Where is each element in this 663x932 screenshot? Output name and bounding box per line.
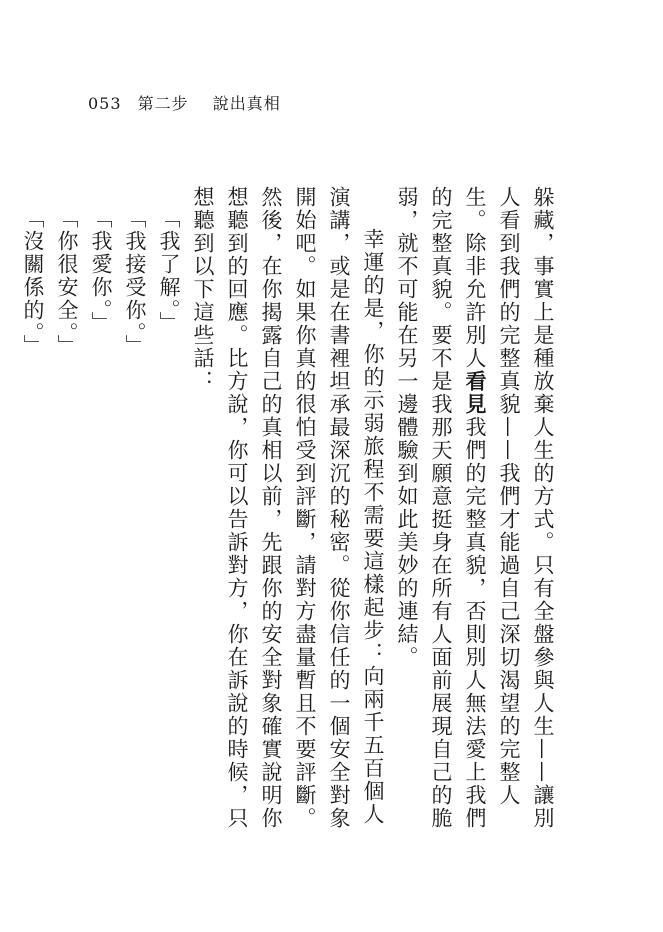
body-text [21,186,560,846]
quote-line: 「我接受你。」 [123,207,147,358]
quote-line: 「沒關係的。」 [21,207,45,358]
quote-line: 「我愛你。」 [89,207,113,335]
paragraph-1-part-a: 躲藏，事實上是種放棄人生的方式。只有全盤參與人生——讓別人看到我們的完整真貌——我們才能過自己深切渴望的完整人生。除非允許別人 [463,186,555,830]
quote-line: 「你很安全。」 [55,207,79,358]
section-title: 說出真相 [212,94,281,113]
chapter-title: 第二步 [137,94,189,113]
paragraph-2: 幸運的是，你的示弱旅程不需要這樣起步：向兩千五百個人演講，或是在書裡坦承最深沉的秘密。從你信任的一個安全對象開始吧。如果你真的很怕受到評斷，請對方盡量暫且不要評斷。然後，在你揭露自己的真相以前，先跟你的安全對象確實說明你想聽到的回應。比方說，你可以告訴對方，你在訴說的時候，只想聽到以下這些話： [191,186,385,830]
paragraph-1 [390,186,560,846]
quote-line: 「我了解。」 [157,207,181,335]
page-number: 053 [88,94,122,113]
emphasis-text: 看見 [463,370,488,416]
running-head [88,91,281,114]
paragraph-1-part-b: 我們的完整真貌，否則別人無法愛上我們的完整真貌。要不是我那天願意挺身在所有人面前展現自己的脆弱，就不可能在另一邊體驗到如此美妙的連結。 [395,186,487,830]
